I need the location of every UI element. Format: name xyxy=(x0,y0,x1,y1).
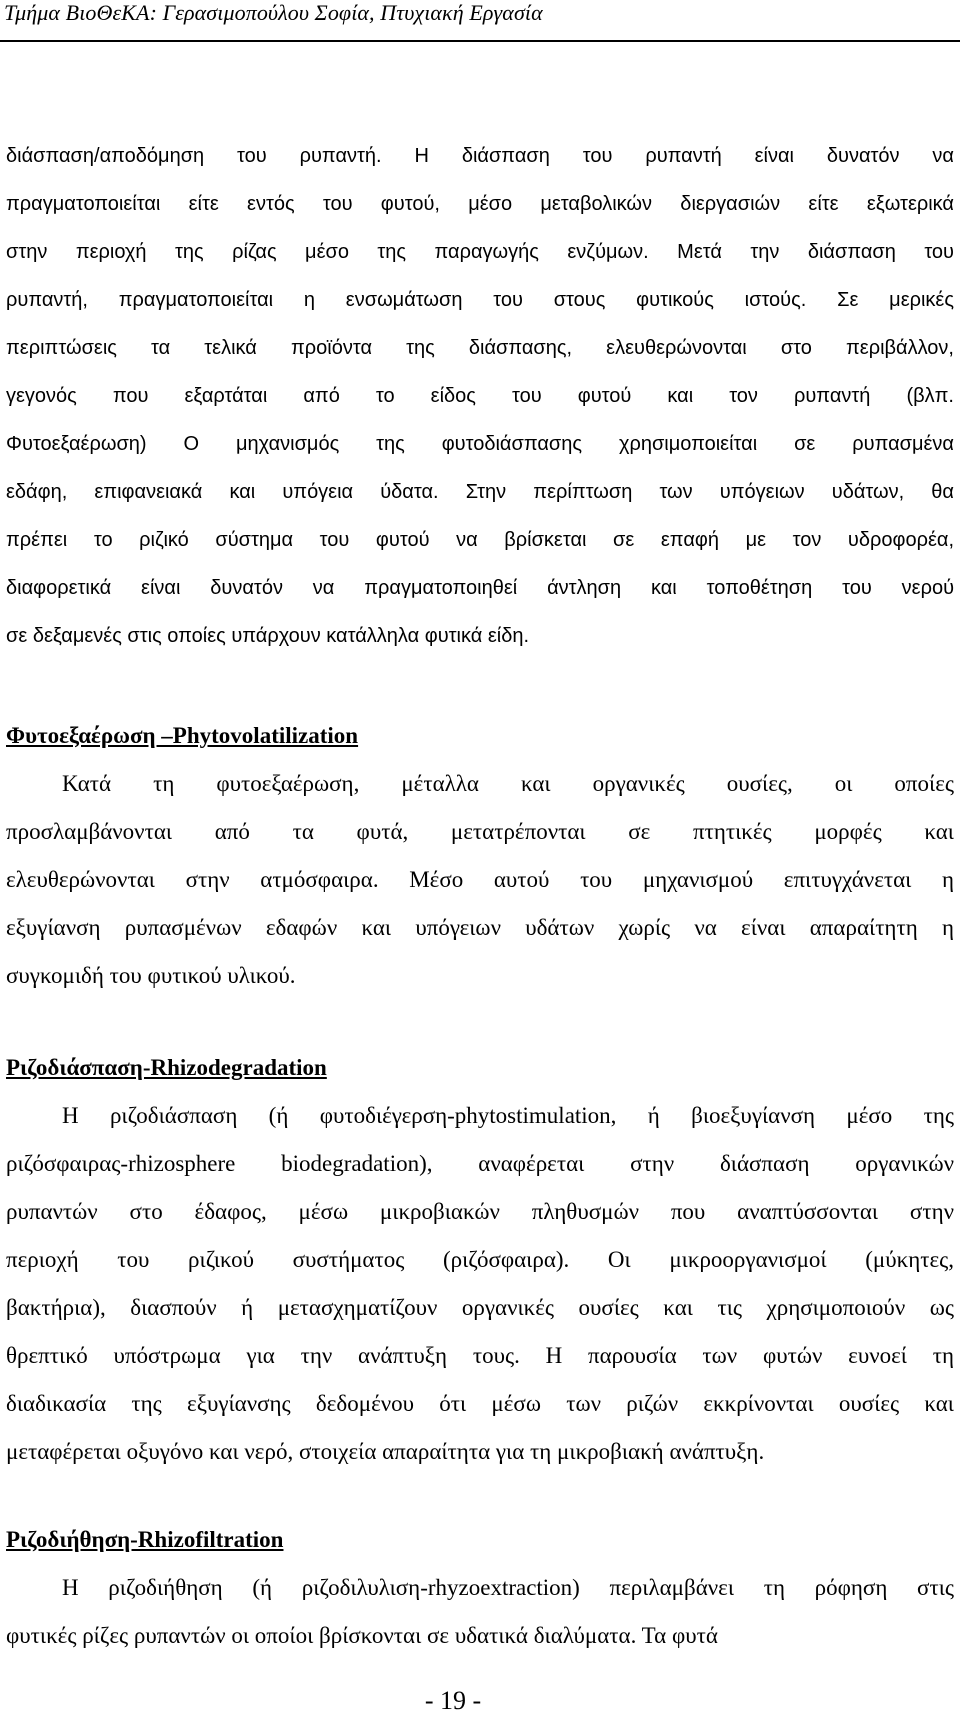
paragraph-line: θρεπτικό υπόστρωμα για την ανάπτυξη τους. Η παρουσία των φυτών ευνοεί τη xyxy=(6,1343,954,1368)
paragraph-line: ρυπαντή, πραγματοποιείται η ενσωμάτωση του στους φυτικούς ιστούς. Σε μερικές xyxy=(6,289,954,311)
phytovolatilization-paragraph xyxy=(6,760,954,1000)
section-heading-phytovolatilization: Φυτοεξαέρωση –Phytovolatilization xyxy=(6,723,359,748)
section-heading-rhizofiltration: Ριζοδιήθηση-Rhizofiltration xyxy=(6,1527,284,1552)
paragraph-line: Η ριζοδιήθηση (ή ριζοδιλυλιση-rhyzoextraction) περιλαμβάνει τη ρόφηση στις xyxy=(62,1575,954,1600)
paragraph-line: εξυγίανση ρυπασμένων εδαφών και υπόγειων υδάτων χωρίς να είναι απαραίτητη η xyxy=(6,915,954,940)
paragraph-line: μεταφέρεται οξυγόνο και νερό, στοιχεία απαραίτητα για τη μικροβιακή ανάπτυξη. xyxy=(6,1439,765,1464)
paragraph-line: Η ριζοδιάσπαση (ή φυτοδιέγερση-phytostimulation, ή βιοεξυγίανση μέσο της xyxy=(62,1103,954,1128)
paragraph-line: ρυπαντών στο έδαφος, μέσω μικροβιακών πληθυσμών που αναπτύσσονται στην xyxy=(6,1199,954,1224)
paragraph-line: διάσπαση/αποδόμηση του ρυπαντή. Η διάσπαση του ρυπαντή είναι δυνατόν να xyxy=(6,145,954,167)
paragraph-line: ριζόσφαιρας-rhizosphere biodegradation), αναφέρεται στην διάσπαση οργανικών xyxy=(6,1151,954,1176)
paragraph-line: στην περιοχή της ρίζας μέσο της παραγωγής ενζύμων. Μετά την διάσπαση του xyxy=(6,241,954,263)
paragraph-line: περιοχή του ριζικού συστήματος (ριζόσφαιρα). Οι μικροοργανισμοί (μύκητες, xyxy=(6,1247,954,1272)
paragraph-line: περιπτώσεις τα τελικά προϊόντα της διάσπασης, ελευθερώνονται στο περιβάλλον, xyxy=(6,337,954,359)
paragraph-line: πραγματοποιείται είτε εντός του φυτού, μέσο μεταβολικών διεργασιών είτε εξωτερικά xyxy=(6,193,954,215)
section-heading-rhizodegradation: Ριζοδιάσπαση-Rhizodegradation xyxy=(6,1055,327,1080)
page-number: - 19 - xyxy=(424,1686,482,1715)
paragraph-line: διαδικασία της εξυγίανσης δεδομένου ότι μέσω των ριζών εκκρίνονται ουσίες και xyxy=(6,1391,954,1416)
intro-paragraph xyxy=(6,132,954,660)
paragraph-line: εδάφη, επιφανειακά και υπόγεια ύδατα. Στην περίπτωση των υπόγειων υδάτων, θα xyxy=(6,481,954,503)
paragraph-line: σε δεξαμενές στις οποίες υπάρχουν κατάλληλα φυτικά είδη. xyxy=(6,625,530,647)
paragraph-line: γεγονός που εξαρτάται από το είδος του φυτού και τον ρυπαντή (βλπ. xyxy=(6,385,954,407)
paragraph-line: φυτικές ρίζες ρυπαντών οι οποίοι βρίσκονται σε υδατικά διαλύματα. Τα φυτά xyxy=(6,1623,718,1648)
paragraph-line: πρέπει το ριζικό σύστημα του φυτού να βρίσκεται σε επαφή με τον υδροφορέα, xyxy=(6,529,954,551)
paragraph-line: συγκομιδή του φυτικού υλικού. xyxy=(6,963,296,988)
paragraph-line: βακτήρια), διασπούν ή μετασχηματίζουν οργανικές ουσίες και τις χρησιμοποιούν ως xyxy=(6,1295,954,1320)
paragraph-line: Κατά τη φυτοεξαέρωση, μέταλλα και οργανικές ουσίες, οι οποίες xyxy=(62,771,954,796)
paragraph-line: προσλαμβάνονται από τα φυτά, μετατρέπονται σε πτητικές μορφές και xyxy=(6,819,954,844)
paragraph-line: διαφορετικά είναι δυνατόν να πραγματοποιηθεί άντληση και τοποθέτηση του νερού xyxy=(6,577,954,599)
paragraph-line: Φυτοεξαέρωση) Ο μηχανισμός της φυτοδιάσπασης χρησιμοποιείται σε ρυπασμένα xyxy=(6,433,954,455)
running-header: Τμήμα ΒιοΘεΚΑ: Γερασιμοπούλου Σοφία, Πτυχιακή Εργασία xyxy=(4,0,543,25)
paragraph-line: ελευθερώνονται στην ατμόσφαιρα. Μέσο αυτού του μηχανισμού επιτυγχάνεται η xyxy=(6,867,954,892)
rhizodegradation-paragraph xyxy=(6,1092,954,1476)
header-divider xyxy=(0,40,960,42)
rhizofiltration-paragraph xyxy=(6,1564,954,1660)
